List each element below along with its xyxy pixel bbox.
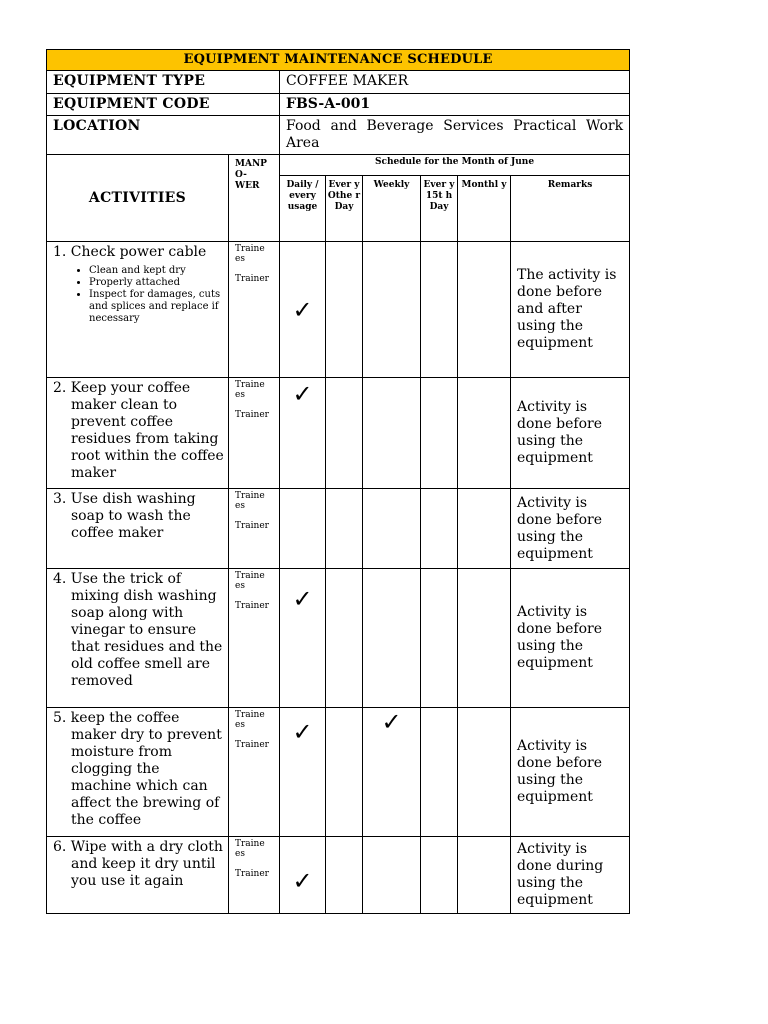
every-other-day-cell bbox=[326, 378, 363, 489]
table-row bbox=[47, 378, 630, 489]
location-label: LOCATION bbox=[47, 116, 280, 155]
every-15th-day-cell bbox=[421, 708, 458, 837]
checkmark-icon: ✓ bbox=[381, 708, 402, 736]
every-15th-day-cell bbox=[421, 242, 458, 378]
equipment-type-value: COFFEE MAKER bbox=[280, 71, 630, 94]
table-row bbox=[47, 242, 630, 378]
manpower-trainer: Trainer bbox=[235, 410, 269, 420]
activity-text: 3. Use dish washing soap to wash the coffee maker bbox=[53, 491, 196, 541]
manpower-trainer: Trainer bbox=[235, 274, 269, 284]
manpower-trainees: Traine es bbox=[235, 710, 265, 730]
manpower-trainees: Traine es bbox=[235, 491, 265, 511]
monthly-cell bbox=[458, 569, 511, 708]
table-row bbox=[47, 489, 630, 569]
every-15th-day-header: Ever y 15t h Day bbox=[421, 176, 458, 242]
table-row bbox=[47, 708, 630, 837]
activity-cell bbox=[47, 569, 229, 708]
daily-cell bbox=[280, 378, 326, 489]
document-title: EQUIPMENT MAINTENANCE SCHEDULE bbox=[47, 50, 630, 71]
activity-cell bbox=[47, 837, 229, 914]
every-15th-day-cell bbox=[421, 837, 458, 914]
remarks-header: Remarks bbox=[511, 176, 630, 242]
weekly-header: Weekly bbox=[363, 176, 421, 242]
activity-cell bbox=[47, 378, 229, 489]
checkmark-icon: ✓ bbox=[292, 585, 313, 613]
manpower-trainer: Trainer bbox=[235, 740, 269, 750]
every-other-day-cell bbox=[326, 489, 363, 569]
activity-cell bbox=[47, 242, 229, 378]
equipment-type-label: EQUIPMENT TYPE bbox=[47, 71, 280, 94]
bullet-item: • Inspect for damages, cuts and splices and replace if necessary bbox=[89, 289, 224, 325]
every-other-day-cell bbox=[326, 242, 363, 378]
activity-text: 2. Keep your coffee maker clean to prevent coffee residues from taking root within the coffee maker bbox=[53, 380, 224, 481]
activity-cell bbox=[47, 708, 229, 837]
weekly-cell bbox=[363, 569, 421, 708]
activity-text: 4. Use the trick of mixing dish washing soap along with vinegar to ensure that residues and the old coffee smell are removed bbox=[53, 571, 223, 689]
location-value: Food and Beverage Services Practical Work Area bbox=[280, 116, 630, 155]
monthly-cell bbox=[458, 837, 511, 914]
monthly-cell bbox=[458, 708, 511, 837]
remarks-cell: Activity is done before using the equipment bbox=[511, 708, 630, 837]
remarks-cell: The activity is done before and after using the equipment bbox=[511, 242, 630, 378]
monthly-cell bbox=[458, 378, 511, 489]
maintenance-schedule-table bbox=[46, 49, 630, 914]
equipment-code-value: FBS-A-001 bbox=[280, 94, 630, 116]
weekly-cell bbox=[363, 837, 421, 914]
manpower-cell bbox=[229, 708, 280, 837]
manpower-header: MANP O- WER bbox=[229, 155, 280, 242]
monthly-cell bbox=[458, 242, 511, 378]
monthly-header: Monthl y bbox=[458, 176, 511, 242]
checkmark-icon: ✓ bbox=[292, 867, 313, 895]
manpower-trainees: Traine es bbox=[235, 571, 265, 591]
every-15th-day-cell bbox=[421, 489, 458, 569]
activity-text: 6. Wipe with a dry cloth and keep it dry until you use it again bbox=[53, 839, 223, 889]
every-15th-day-cell bbox=[421, 378, 458, 489]
table-row bbox=[47, 569, 630, 708]
remarks-cell: Activity is done before using the equipment bbox=[511, 569, 630, 708]
weekly-cell bbox=[363, 242, 421, 378]
activity-text: 5. keep the coffee maker dry to prevent moisture from clogging the machine which can affect the brewing of the coffee bbox=[53, 710, 222, 828]
every-other-day-cell bbox=[326, 708, 363, 837]
checkmark-icon: ✓ bbox=[292, 718, 313, 746]
every-15th-day-cell bbox=[421, 569, 458, 708]
every-other-day-header: Ever y Othe r Day bbox=[326, 176, 363, 242]
every-other-day-cell bbox=[326, 837, 363, 914]
daily-cell bbox=[280, 708, 326, 837]
daily-cell bbox=[280, 489, 326, 569]
manpower-cell bbox=[229, 569, 280, 708]
checkmark-icon: ✓ bbox=[292, 295, 313, 324]
manpower-cell bbox=[229, 837, 280, 914]
bullet-item: • Clean and kept dry bbox=[89, 265, 224, 277]
remarks-cell: Activity is done before using the equipment bbox=[511, 489, 630, 569]
daily-header: Daily / every usage bbox=[280, 176, 326, 242]
remarks-cell: Activity is done during using the equipment bbox=[511, 837, 630, 914]
remarks-cell: Activity is done before using the equipment bbox=[511, 378, 630, 489]
daily-cell bbox=[280, 569, 326, 708]
activities-header: ACTIVITIES bbox=[47, 155, 229, 242]
manpower-trainer: Trainer bbox=[235, 601, 269, 611]
activity-bullets bbox=[53, 265, 224, 325]
equipment-code-label: EQUIPMENT CODE bbox=[47, 94, 280, 116]
every-other-day-cell bbox=[326, 569, 363, 708]
daily-cell bbox=[280, 837, 326, 914]
checkmark-icon: ✓ bbox=[292, 380, 313, 408]
table-row bbox=[47, 837, 630, 914]
manpower-cell bbox=[229, 378, 280, 489]
manpower-trainees: Traine es bbox=[235, 244, 265, 264]
bullet-item: • Properly attached bbox=[89, 277, 224, 289]
manpower-trainer: Trainer bbox=[235, 869, 269, 879]
manpower-trainees: Traine es bbox=[235, 839, 265, 859]
manpower-trainer: Trainer bbox=[235, 521, 269, 531]
schedule-heading: Schedule for the Month of June bbox=[280, 155, 630, 176]
manpower-cell bbox=[229, 242, 280, 378]
activity-cell bbox=[47, 489, 229, 569]
monthly-cell bbox=[458, 489, 511, 569]
weekly-cell bbox=[363, 489, 421, 569]
activity-text: 1. Check power cable bbox=[53, 244, 207, 260]
daily-cell bbox=[280, 242, 326, 378]
manpower-trainees: Traine es bbox=[235, 380, 265, 400]
weekly-cell bbox=[363, 378, 421, 489]
manpower-cell bbox=[229, 489, 280, 569]
weekly-cell bbox=[363, 708, 421, 837]
